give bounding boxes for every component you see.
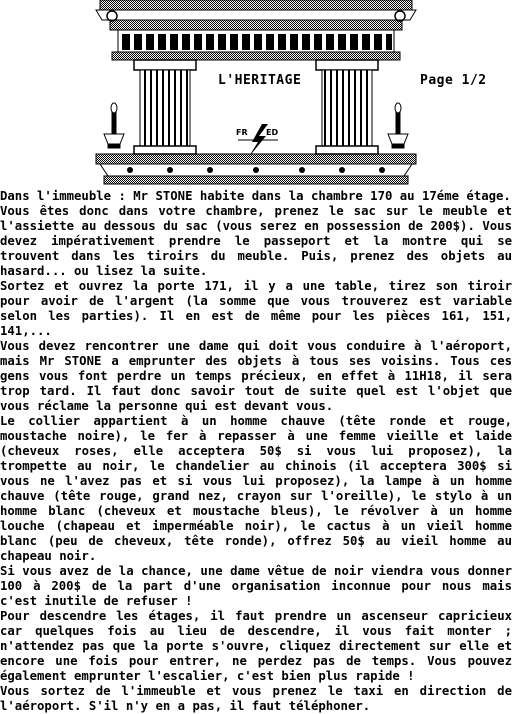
paragraph-objects: Le collier appartient à un homme chauve (tête ronde et rouge, moustache noire), le fer à repasser à une femme vieille et laide (cheveux roses, elle acceptera 50$ si vous lui proposez), la trompette au noir, le chandelier au chinois (il acceptera 300$ si vous ne l'avez pas et si vous lui proposez), la lampe à un homme chauve (tête rouge, grand nez, crayon sur l'oreille), le stylo à un homme blanc (cheveux et moustache bleus), le révolver à un homme louche (chapeau et imperméable noir), le cactus à un vieil homme blanc (peu de cheveux, tête ronde), offrez 50$ au vieil homme au chapeau noir. — [0, 414, 512, 563]
publisher-logo — [232, 122, 284, 156]
paragraph-building: Dans l'immeuble : Mr STONE habite dans la chambre 170 au 17éme étage. — [0, 189, 511, 203]
paragraph-neighbors: Vous devez rencontrer une dame qui doit vous conduire à l'aéroport, mais Mr STONE a emprunter des objets à tous ses voisins. Tous ces gens vous font perdre un temps précieux, en effet à 11H18, il sera trop tard. Il faut donc savoir tout de suite quel est l'objet que vous réclame la personne qui est devant vous. — [0, 339, 512, 413]
walkthrough-text — [0, 189, 512, 714]
logo-text-right: ED — [266, 128, 279, 137]
page-indicator: Page 1/2 — [420, 73, 487, 88]
paragraph-room: Vous êtes donc dans votre chambre, prenez le sac sur le meuble et l'assiette au dessous du sac (vous serez en possession de 200$). Vous devez impérativement prendre le passeport et la montre qui se trouvent dans les tiroirs du meuble. Puis, prenez des objets au hasard... ou lisez la suite. — [0, 204, 512, 278]
paragraph-elevator: Pour descendre les étages, il faut prendre un ascenseur capricieux car quelques fois au lieu de descendre, il vous fait monter ; n'attendez pas que la porte s'ouvre, cliquez directement sur elle et encore une fois pour entrer, ne perdez pas de temps. Vous pouvez également emprunter l'escalier, c'est bien plus rapide ! — [0, 609, 512, 683]
logo-text-left: FR — [236, 128, 248, 137]
header-illustration — [0, 0, 512, 188]
paragraph-lady-in-black: Si vous avez de la chance, une dame vêtue de noir viendra vous donner 100 à 200$ de la part d'une organisation inconnue pour nous mais c'est inutile de refuser ! — [0, 564, 512, 608]
paragraph-door-171: Sortez et ouvrez la porte 171, il y a une table, tirez son tiroir pour avoir de l'argent (la somme que vous trouverez est variable selon les parties). Il en est de même pour les pièces 161, 151, 141,... — [0, 279, 512, 338]
game-title: L'HERITAGE — [218, 73, 302, 88]
temple-facade-drawing — [0, 0, 512, 188]
paragraph-taxi: Vous sortez de l'immeuble et vous prenez le taxi en direction de l'aéroport. S'il n'y en a pas, il faut téléphoner. — [0, 684, 512, 713]
